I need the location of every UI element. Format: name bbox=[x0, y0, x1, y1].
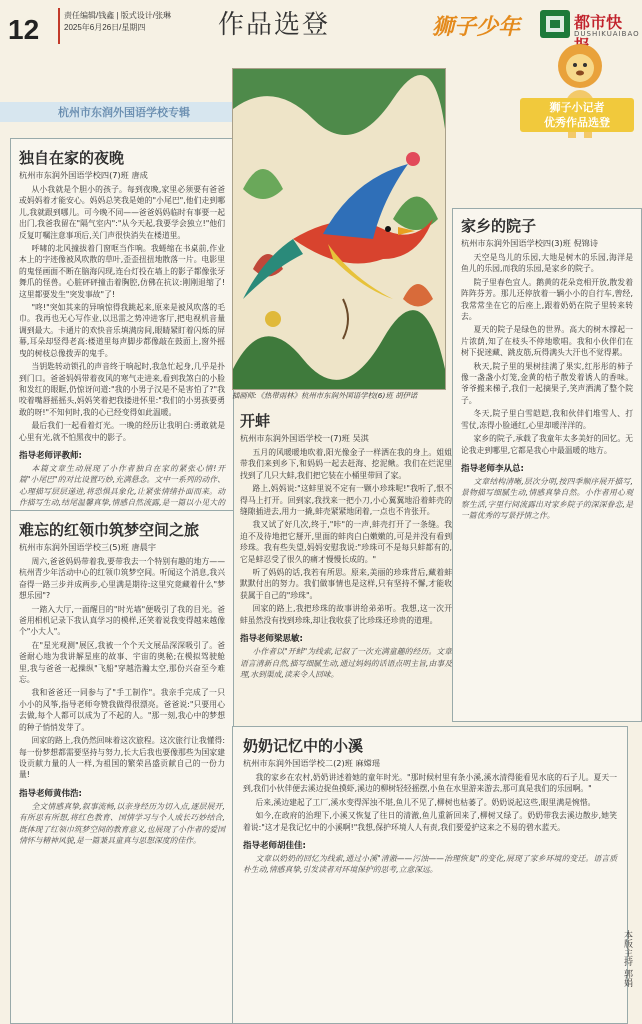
article-paragraph: 冬天,院子里白雪皑皑,我和伙伴们堆雪人、打雪仗,冻得小脸通红,心里却暖洋洋的。 bbox=[461, 409, 633, 430]
teacher-comment-label: 指导老师评教师: bbox=[19, 450, 82, 461]
article-title: 独自在家的夜晚 bbox=[19, 149, 125, 167]
teacher-comment-label: 指导老师黄伟浩: bbox=[19, 788, 82, 799]
teacher-comment: 文章以奶奶的回忆为线索,通过小溪"清澈——污浊——治理恢复"的变化,展现了家乡环境的变迁。语言质朴生动,情感真挚,引发读者对环境保护的思考,立意深远。 bbox=[243, 854, 617, 875]
article-author: 杭州市东润外国语学校三(5)班 唐晨宇 bbox=[19, 542, 157, 552]
article-paragraph: 一踏入大厅,一面醒目的"时光墙"便吸引了我的目光。爸爸用相机记录下我认真学习的模样,还笑着说我变得越来越像个"小大人"。 bbox=[19, 604, 225, 637]
article-paragraph: 我和爸爸还一同参与了"手工制作"。我亲手完成了一只小小的风筝,指导老师夸赞我做得很漂亮。爸爸说:"只要用心去做,每个人都可以成为了不起的人。"那一刻,我心中的梦想的种子悄悄发芽了。 bbox=[19, 688, 225, 732]
teacher-comment-label: 指导老师梁思敏: bbox=[240, 634, 303, 645]
article-paragraph: 家乡的院子,承载了我童年太多美好的回忆。无论我走到哪里,它都是我心中最温暖的地方。 bbox=[461, 434, 633, 455]
section-label-text bbox=[520, 100, 634, 130]
article-title: 开蚌 bbox=[240, 412, 271, 430]
teacher-comment: 小作者以"开蚌"为线索,记叙了一次充满童趣的经历。文章语言清新自然,描写细腻生动,通过妈妈的话语点明主旨,由事及理,水到渠成,读来令人回味。 bbox=[240, 647, 452, 679]
illustration-tropical-rainforest bbox=[232, 68, 446, 390]
lion-logo: 狮子少年 bbox=[432, 14, 521, 40]
illustration-art bbox=[233, 69, 445, 389]
article-title: 家乡的院子 bbox=[461, 217, 537, 235]
article-paragraph: 秋天,院子里的果树挂满了果实,红彤彤的柿子像一盏盏小灯笼,金黄的桔子散发着诱人的香味。爷爷搬来梯子,我们一起摘果子,笑声洒满了整个院子。 bbox=[461, 361, 633, 405]
teacher-comment-label: 指导老师李从总: bbox=[461, 463, 524, 474]
article-paragraph: 后来,溪边建起了工厂,溪水变得浑浊不堪,鱼儿不见了,柳树也枯萎了。奶奶说起这些,眼里满是惋惜。 bbox=[255, 797, 596, 807]
article-paragraph: 天空是鸟儿的乐园,大地是树木的乐园,海洋是鱼儿的乐园,而我的乐园,是家乡的院子。 bbox=[461, 253, 633, 274]
teacher-comment: 文章结构清晰,层次分明,按四季顺序展开描写,景物描写细腻生动,情感真挚自然。小作者用心观察生活,字里行间流露出对家乡院子的深深眷恋,是一篇优秀的写景抒情之作。 bbox=[461, 476, 633, 521]
article-paragraph: 周六,爸爸妈妈带着我,要带我去一个特别有趣的地方——杭州青少年活动中心的红领巾筑梦空间。听闻这个消息,我兴奋得一路三步并成两步,心里满是期待:这里究竟藏着什么"梦想乐园"? bbox=[19, 557, 225, 601]
page-number-divider bbox=[58, 8, 60, 44]
article-paragraph: 如今,在政府的治理下,小溪又恢复了往日的清澈,鱼儿重新回来了,柳树又绿了。奶奶带我去溪边散步,她笑着说:"这才是我记忆中的小溪啊!"我想,保护环境人人有责,我们要爱护这来之不易的碧水蓝天。 bbox=[243, 811, 617, 832]
article-paragraph: 呼啸的北风撞拔着门窗哐当作响。我蜷缩在书桌前,作业本上的字迹像被风吹散的草叶,歪歪扭扭地散落一片。电影里的鬼怪画面不断在脑海闪现,连台灯投在墙上的影子都像张牙舞爪的怪兽。心脏砰砰撞击着胸腔,仿佛在抗议:刚刚退缩了!这里都要发生"突发事故"了! bbox=[19, 244, 225, 299]
brand-icon bbox=[540, 10, 570, 38]
column-title: 作品选登 bbox=[218, 10, 331, 40]
article-paragraph: 回家的路上,我把珍珠的故事讲给弟弟听。我想,这一次开蚌虽然没有找到珍珠,却让我收获了比珍珠还珍贵的道理。 bbox=[240, 604, 452, 625]
article-paragraph: 当钥匙转动锁孔的声音终于响起时,我急忙起身,几乎是扑到门口。爸爸妈妈带着夜风的寒气走进来,看到我煞白的小脸和发红的眼眶,仍惊讶问道:"我的小男子汉是不是害怕了?"我咬着嘴唇摇摇头,妈妈笑着把我搂进怀里:"我们的小男孩要勇敢的呀!"不知何时,我的心已经变得如此温暖。 bbox=[19, 362, 225, 417]
section-label-line2: 优秀作品选登 bbox=[544, 116, 610, 129]
editor-line: 责任编辑/钱鑫 | 版式设计/张琳 bbox=[64, 11, 171, 20]
article-paragraph: 从小我就是个胆小的孩子。每到夜晚,家里必须要有爸爸或妈妈着才能安心。妈妈总笑我是她的"小尾巴",他们走到哪儿,我就跟到哪儿。可今晚不同——爸爸妈妈临时有事要一起出门,我爸我留在"隔气室内":"从今天起,我要学会独立!"他们反复叮嘱注意事项后,关门声很快消失在楼道里。 bbox=[19, 185, 225, 240]
article-paragraph: 夏天的院子是绿色的世界。高大的树木撑起一片浓荫,知了在枝头不停地歌唱。我和小伙伴们在树下捉迷藏、跳皮筋,玩得满头大汗也不觉得累。 bbox=[461, 325, 633, 358]
teacher-comment-label: 指导老师胡佳佳: bbox=[243, 841, 306, 852]
article-title: 难忘的红领巾筑梦空间之旅 bbox=[19, 521, 200, 539]
article-paragraph: 我又试了好几次,终于,"咔"的一声,蚌壳打开了一条缝。我迫不及待地把它掰开,里面的蚌肉白白嫩嫩的,可是并没有看到珍珠。我有些失望,妈妈安慰我说:"珍珠可不是每只蚌都有的,它是蚌忍受了很久的痛才慢慢长成的。" bbox=[240, 520, 452, 564]
article-paragraph: 回家的路上,我仍然回味着这次旅程。这次旅行让我懂得:每一份梦想都需要坚持与努力,长大后我也要像那些为国家建设贡献力量的人一样,为祖国的繁荣昌盛贡献自己的一份力量! bbox=[19, 736, 225, 780]
section-label-line1: 狮子小记者 bbox=[549, 101, 605, 114]
brand-name: 都市快 bbox=[574, 15, 623, 32]
article-author: 杭州市东润外国语学校四(7)班 唐成 bbox=[19, 170, 148, 180]
article-paragraph: 听了妈妈的话,我若有所思。原来,美丽的珍珠背后,藏着蚌默默付出的努力。我们做事情也是这样,只有坚持不懈,才能收获属于自己的"珍珠"。 bbox=[240, 568, 452, 600]
illustration-caption: 插画师:《热带雨林》杭州市东润外国语学校(6)班 胡伊诺 bbox=[232, 391, 418, 400]
school-banner-text: 杭州市东润外国语学校专辑 bbox=[58, 106, 190, 119]
article-paragraph: 最后我们一起看着灯光。一晚的经历让我明白:勇敢就是心里有光,就不怕黑夜中的影子。 bbox=[19, 421, 225, 442]
page-number: 12 bbox=[8, 14, 40, 45]
article-author: 杭州市东润外国语学校四(3)班 倪锦诗 bbox=[461, 238, 599, 248]
article-grandma-stream bbox=[232, 726, 628, 1024]
article-hometown-yard bbox=[452, 208, 642, 722]
teacher-comment: 全文情感真挚,叙事流畅,以亲身经历为切入点,逐层展开,有所思有所想,将红色教育、国情学习与个人成长巧妙结合,既体现了红领巾筑梦空间的教育意义,也展现了小作者的爱国情怀与精神风貌,是一篇兼具童真与思想深度的佳作。 bbox=[19, 801, 225, 845]
article-paragraph: "咚!"突如其来的异响惊得我跳起来,原来是被风吹落的毛巾。我再也无心写作业,以迅雷之势冲进客厅,把电视机音量调到最大。卡通片的欢快音乐填满房间,眼睛紧盯着闪烁的屏幕,耳朵却竖得老高:楼道里每声脚步都像敲在鼓面上,窗外摇曳的树枝总像拨弄的鬼手。 bbox=[19, 303, 225, 358]
date-line: 2025年6月26日/星期四 bbox=[64, 23, 146, 32]
article-author: 杭州市东润外国语学校二(2)班 麻嫦瑶 bbox=[243, 758, 381, 768]
article-title: 奶奶记忆中的小溪 bbox=[243, 737, 364, 755]
teacher-comment: 本篇文章生动展现了小作者独自在家的紧张心情!开篇"小尾巴"的对比设置巧妙,充满悬念。文中一系列的动作、心理描写层层递进,将恐惧具象化,让紧张情绪扑面而来。动作描写生动,结尾温馨真挚,情感自然流露,是一篇以小见大的 bbox=[19, 463, 225, 508]
article-paragraph: 路上,妈妈说:"这蚌里说不定有一颗小珍珠呢!"我听了,恨不得马上打开。回到家,我找来一把小刀,小心翼翼地沿着蚌壳的缝隙插进去,用力一撬,蚌壳紧紧地闭着,一点也不肯张开。 bbox=[240, 484, 452, 517]
article-night-alone bbox=[10, 138, 234, 514]
article-paragraph: 五月的风暖暖地吹着,阳光像金子一样洒在我的身上。姐姐带我们来到乡下,和妈妈一起去赶海、挖泥鳅。我们在烂泥里找到了几只大蚌,我们把它装在小桶里带回了家。 bbox=[240, 448, 452, 480]
brand-subtitle: DUSHIKUAIBAO bbox=[574, 30, 640, 38]
article-author: 杭州市东润外国语学校一(7)班 吴淇 bbox=[240, 433, 369, 443]
article-open-clam bbox=[232, 404, 460, 679]
article-paragraph: 在"星光观测"展区,我被一个个天文展品深深吸引了。爸爸耐心地为我讲解星座的故事、宇宙的奥秘;在模拟驾驶舱里,我与爸爸一起操纵"飞船"穿越浩瀚太空,那份兴奋至今难忘。 bbox=[19, 640, 225, 685]
page-credit: 本版主持 郭娟 bbox=[622, 930, 632, 987]
article-paragraph: 我的家乡在农村,奶奶讲述着她的童年时光。"那时候村里有条小溪,溪水清得能看见水底的石子儿。夏天一到,我们小伙伴便去溪边捉鱼摸虾,溪边的柳树轻轻摇摆,小鱼在水里游来游去,那可真是我们的乐园啊。" bbox=[243, 773, 617, 794]
article-red-scarf bbox=[10, 510, 234, 1024]
article-paragraph: 院子里春色宜人。鹅黄的花朵竞相开放,散发着阵阵芬芳。那儿还停放着一辆小小的自行车,曾经,我常常坐在它的后座上,跟着奶奶在院子里转来转去。 bbox=[461, 277, 633, 322]
